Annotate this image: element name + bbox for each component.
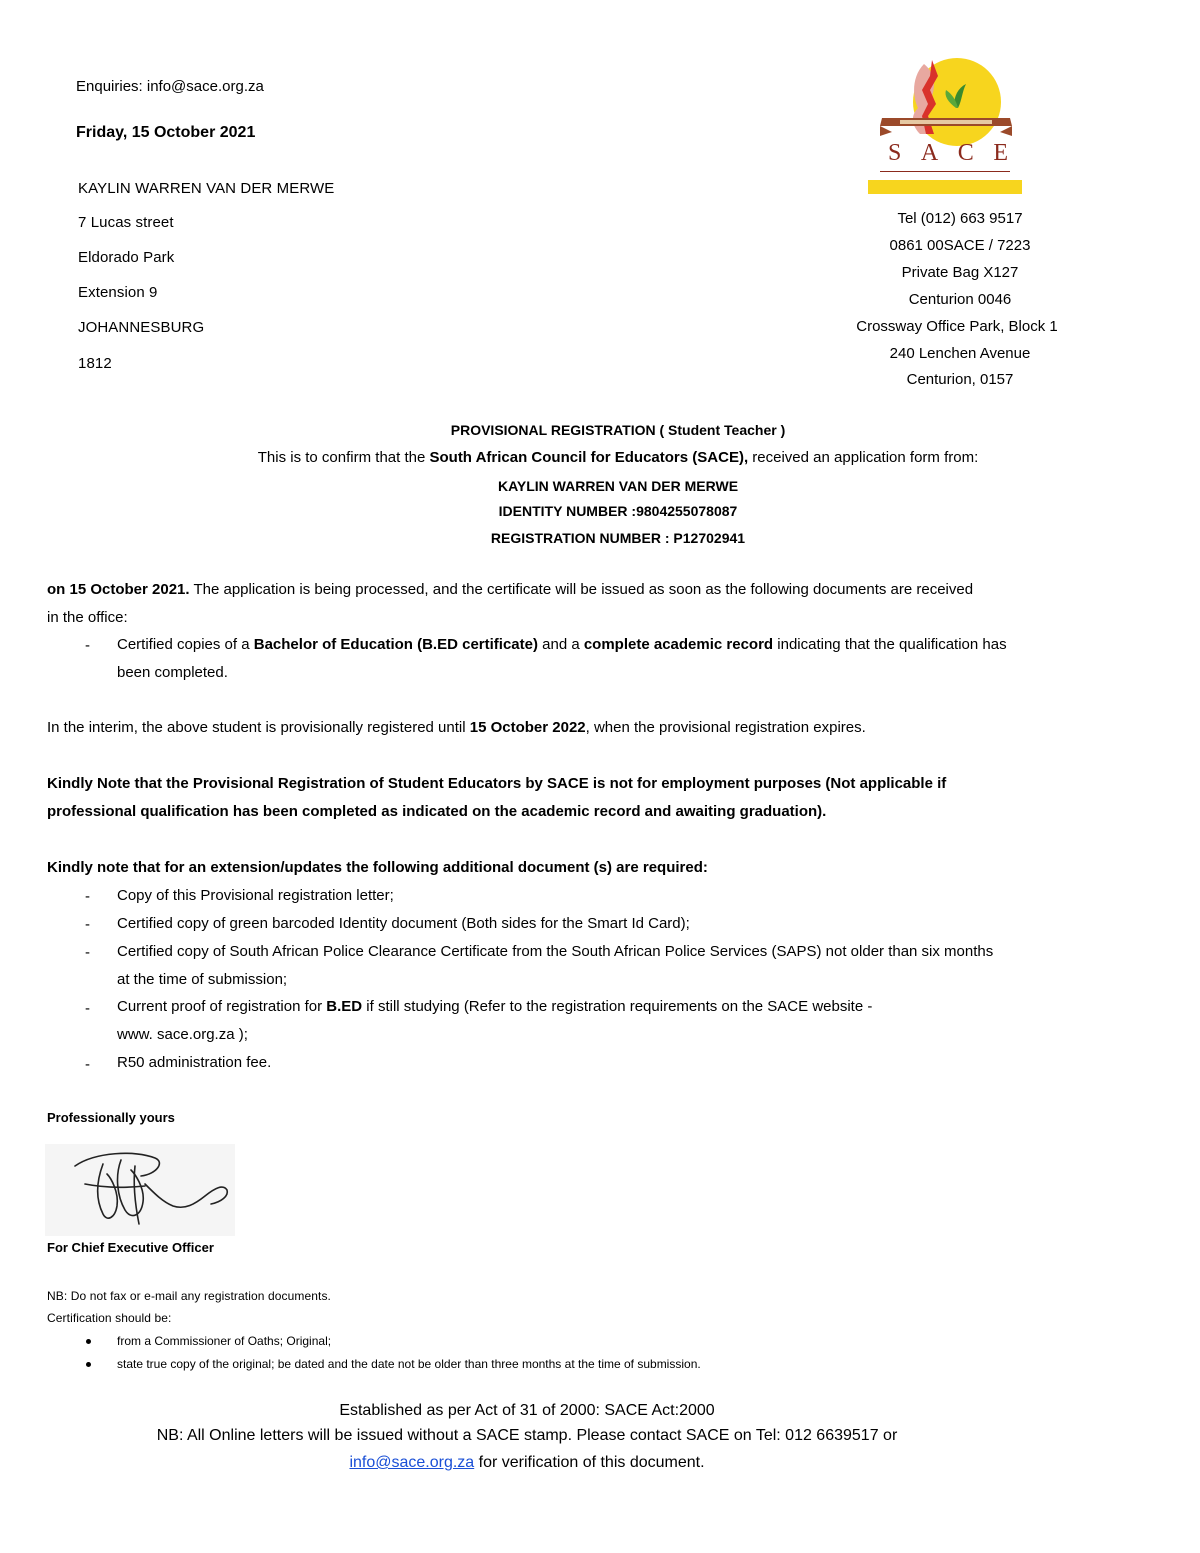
ext-item-proof-registration: [117, 993, 1067, 1049]
certification-item-commissioner: from a Commissioner of Oaths; Original;: [117, 1334, 332, 1348]
logo-tagline-bar: [868, 180, 1022, 194]
confirm-post: received an application form from:: [748, 449, 979, 466]
processing-paragraph: [47, 576, 1077, 632]
bullet-dash: -: [85, 916, 90, 933]
contact-street: 240 Lenchen Avenue: [889, 345, 1031, 362]
closing-text: Professionally yours: [47, 1110, 175, 1125]
interim-pre: In the interim, the above student is provisionally registered until: [47, 719, 470, 736]
interim-paragraph: [47, 714, 1077, 742]
ext-item-identity: Certified copy of green barcoded Identity document (Both sides for the Smart Id Card);: [117, 915, 690, 932]
contact-city: Centurion, 0157: [906, 371, 1014, 388]
ext-proof-bed: B.ED: [326, 998, 363, 1015]
ext-proof-post: if still studying (Refer to the registration requirements on the SACE website -: [362, 998, 873, 1015]
extension-note: Kindly note that for an extension/updates the following additional document (s) are required:: [47, 859, 708, 876]
req-bed-certificate: Bachelor of Education (B.ED certificate): [253, 636, 538, 653]
bullet-dot-icon: [86, 1339, 91, 1344]
registration-title: PROVISIONAL REGISTRATION ( Student Teacher ): [450, 422, 786, 438]
certification-heading: Certification should be:: [47, 1311, 172, 1325]
ext-proof-pre: Current proof of registration for: [117, 998, 327, 1015]
req-mid: and a: [537, 636, 584, 653]
ext-item-police-clearance: [117, 938, 1067, 994]
employment-note-line2: professional qualification has been completed as indicated on the academic record and awaiting graduation).: [47, 803, 827, 820]
contact-private-bag: Private Bag X127: [901, 264, 1019, 281]
contact-office: Crossway Office Park, Block 1: [856, 318, 1058, 335]
employment-note-line1: Kindly Note that the Provisional Registration of Student Educators by SACE is not for employment purposes (Not applicable if: [47, 775, 947, 792]
footer-email-link[interactable]: info@sace.org.za: [349, 1454, 475, 1471]
footer-online-letters: NB: All Online letters will be issued without a SACE stamp. Please contact SACE on Tel: 012 6639517 or: [156, 1427, 898, 1444]
confirmation-line: [0, 449, 1200, 466]
logo-letter-c: C: [957, 140, 976, 166]
signature-icon: [45, 1144, 235, 1236]
processing-text-line2: in the office:: [47, 609, 128, 626]
footer-verify-text: for verification of this document.: [474, 1454, 705, 1471]
bullet-dash: -: [85, 888, 90, 905]
expiry-date: 15 October 2022: [469, 719, 586, 736]
registration-number: REGISTRATION NUMBER : P12702941: [490, 530, 746, 546]
employment-note: [47, 770, 1077, 826]
signatory-title: For Chief Executive Officer: [47, 1240, 214, 1255]
addressee-name: KAYLIN WARREN VAN DER MERWE: [78, 180, 335, 197]
logo-rule: [880, 171, 1010, 172]
ext-item-police-line2: at the time of submission;: [117, 971, 288, 988]
ext-item-fee: R50 administration fee.: [117, 1054, 272, 1071]
letter-date: Friday, 15 October 2021: [76, 124, 256, 141]
logo-letter-a: A: [920, 140, 941, 166]
processing-text: The application is being processed, and the certificate will be issued as soon as the following documents are received: [189, 581, 974, 598]
requirement-item: [117, 631, 1067, 687]
footer-verification: [0, 1454, 1054, 1472]
footer-established: Established as per Act of 31 of 2000: SACE Act:2000: [339, 1402, 715, 1419]
addressee-suburb: Eldorado Park: [78, 249, 175, 266]
interim-post: , when the provisional registration expires.: [585, 719, 866, 736]
ext-proof-website: www. sace.org.za );: [117, 1026, 248, 1043]
signature-image: [45, 1144, 235, 1236]
student-name: KAYLIN WARREN VAN DER MERWE: [497, 478, 739, 494]
logo-letter-s: S: [888, 140, 904, 166]
req-pre: Certified copies of a: [117, 636, 254, 653]
identity-number: IDENTITY NUMBER :9804255078087: [498, 503, 738, 519]
contact-postal-city: Centurion 0046: [908, 291, 1012, 308]
req-line2: been completed.: [117, 664, 228, 681]
enquiries-text: Enquiries: info@sace.org.za: [76, 78, 264, 95]
application-date: on 15 October 2021.: [47, 581, 190, 598]
certification-item-true-copy: state true copy of the original; be dated and the date not be older than three months at the time of submission.: [117, 1357, 701, 1371]
bullet-dash: -: [85, 1000, 90, 1017]
req-academic-record: complete academic record: [583, 636, 774, 653]
addressee-postal: 1812: [78, 355, 112, 372]
bullet-dot-icon: [86, 1362, 91, 1367]
council-name: South African Council for Educators (SACE),: [429, 449, 749, 466]
contact-tel: Tel (012) 663 9517: [897, 210, 1023, 227]
ext-item-police-line1: Certified copy of South African Police Clearance Certificate from the South African Police Services (SAPS) not older than six months: [117, 943, 994, 960]
addressee-city: JOHANNESBURG: [78, 319, 205, 336]
addressee-street: 7 Lucas street: [78, 214, 174, 231]
req-post: indicating that the qualification has: [773, 636, 1007, 653]
addressee-extension: Extension 9: [78, 284, 158, 301]
bullet-dash: -: [85, 637, 90, 654]
confirm-pre: This is to confirm that the: [257, 449, 430, 466]
logo-letter-e: E: [993, 140, 1010, 166]
ext-item-letter: Copy of this Provisional registration letter;: [117, 887, 394, 904]
bullet-dash: -: [85, 1056, 90, 1073]
logo-letters: [888, 140, 1010, 167]
contact-sharecall: 0861 00SACE / 7223: [889, 237, 1031, 254]
nb-no-fax: NB: Do not fax or e-mail any registration documents.: [47, 1289, 331, 1303]
bullet-dash: -: [85, 944, 90, 961]
